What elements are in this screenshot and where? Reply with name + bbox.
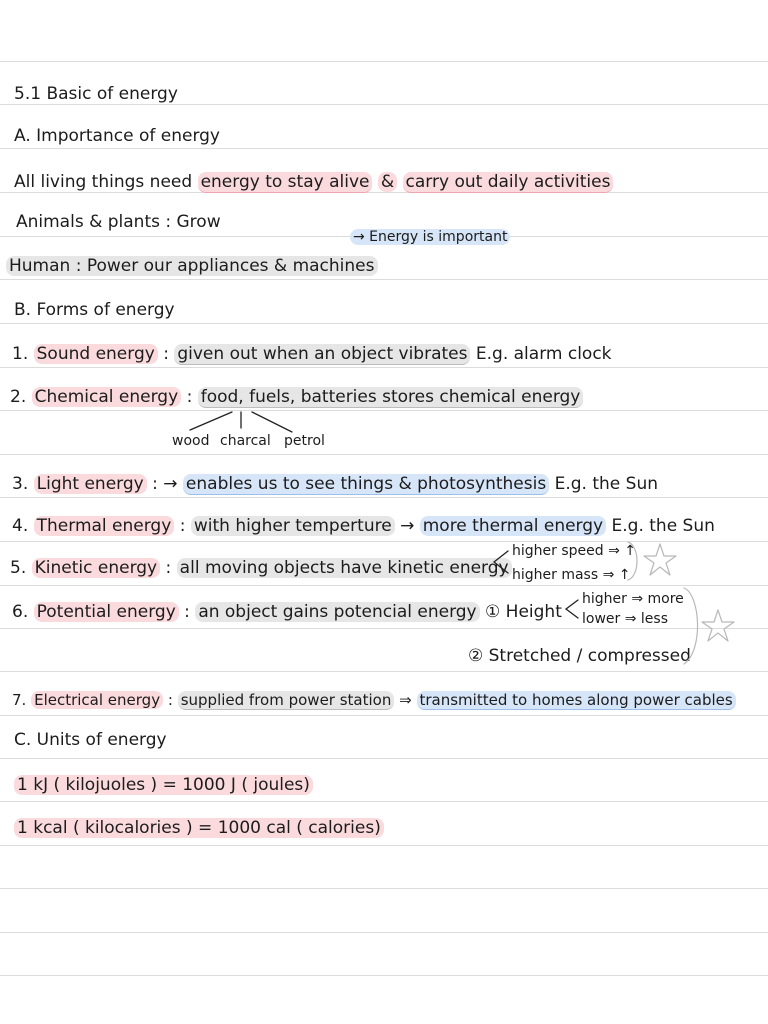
thermal-energy-desc2: more thermal energy: [420, 516, 606, 536]
ruled-line: [0, 367, 768, 368]
ruled-line: [0, 279, 768, 280]
kinetic-branch-speed: higher speed ⇒ ↑: [512, 543, 636, 559]
fuel-petrol: petrol: [284, 433, 325, 449]
sound-energy-label: Sound energy: [34, 344, 158, 364]
light-energy-example: E.g. the Sun: [554, 474, 658, 494]
unit-kcal-line: [14, 816, 384, 840]
electrical-energy-desc2: transmitted to homes along power cables: [417, 691, 736, 710]
potential-energy-line: [12, 600, 562, 624]
separator: :: [163, 344, 169, 364]
thermal-energy-line: [12, 514, 715, 538]
ruled-line: [0, 932, 768, 933]
kinetic-energy-line: [10, 556, 512, 580]
ruled-line: [0, 671, 768, 672]
ruled-line: [0, 975, 768, 976]
ruled-line: [0, 541, 768, 542]
ruled-line: [0, 323, 768, 324]
ruled-line: [0, 454, 768, 455]
item-number: 2.: [10, 387, 27, 407]
kinetic-branch-mass: higher mass ⇒ ↑: [512, 567, 631, 583]
electrical-energy-line: [12, 688, 736, 712]
separator: :: [186, 387, 193, 407]
potential-fork: [566, 600, 578, 618]
item-number: 7.: [12, 691, 27, 709]
section-b-heading: B. Forms of energy: [14, 300, 175, 320]
arrow: ⇒: [399, 691, 412, 709]
potential-energy-desc: an object gains potencial energy: [195, 602, 479, 622]
sound-energy-desc: given out when an object vibrates: [174, 344, 470, 365]
importance-line: [14, 170, 613, 194]
electrical-energy-desc1: supplied from power station: [178, 691, 395, 710]
separator: :: [179, 516, 186, 536]
ruled-line: [0, 585, 768, 586]
branch-line-wood: [190, 412, 232, 430]
light-energy-line: [12, 472, 658, 496]
potential-energy-label: Potential energy: [34, 602, 179, 622]
energy-important-text: → Energy is important: [350, 229, 510, 245]
thermal-energy-desc1: with higher temperture: [191, 516, 395, 536]
sound-energy-line: [12, 342, 612, 366]
page-title: 5.1 Basic of energy: [14, 84, 178, 104]
ruled-line: [0, 758, 768, 759]
sound-energy-example: E.g. alarm clock: [475, 344, 612, 364]
unit-kj-line: [14, 773, 313, 797]
separator: :: [165, 558, 172, 578]
section-a-heading: A. Importance of energy: [14, 126, 220, 146]
ruled-line: [0, 148, 768, 149]
chemical-energy-desc: food, fuels, batteries stores chemical energy: [198, 387, 584, 408]
ruled-line: [0, 61, 768, 62]
electrical-energy-label: Electrical energy: [31, 691, 163, 709]
ruled-line: [0, 715, 768, 716]
highlight-daily-activities: carry out daily activities: [403, 172, 614, 193]
star-icon: [702, 610, 734, 641]
light-energy-desc: enables us to see things & photosynthesis: [183, 474, 549, 495]
thermal-energy-example: E.g. the Sun: [611, 516, 715, 536]
highlight-stay-alive: energy to stay alive: [198, 172, 373, 193]
ruled-line: [0, 845, 768, 846]
separator: :: [167, 691, 173, 709]
item-number: 6.: [12, 602, 29, 622]
potential-branch-lower: lower ⇒ less: [582, 611, 668, 627]
condition-stretched: ② Stretched / compressed: [468, 646, 691, 666]
ruled-line: [0, 888, 768, 889]
animals-line: Animals & plants : Grow: [16, 212, 221, 232]
human-text: Human : Power our appliances & machines: [6, 256, 378, 276]
ampersand: &: [378, 172, 397, 192]
arrow: →: [400, 516, 415, 536]
chemical-energy-label: Chemical energy: [32, 387, 182, 407]
item-number: 1.: [12, 344, 29, 364]
condition-height: ① Height: [485, 602, 562, 622]
potential-branch-higher: higher ⇒ more: [582, 591, 684, 607]
human-line: [6, 254, 378, 278]
ruled-line: [0, 497, 768, 498]
fuel-wood: wood: [172, 433, 210, 449]
thermal-energy-label: Thermal energy: [34, 516, 175, 536]
ruled-line: [0, 628, 768, 629]
line-text: All living things need: [14, 172, 193, 192]
unit-kcal: 1 kcal ( kilocalories ) = 1000 cal ( calories): [14, 818, 384, 838]
section-c-heading: C. Units of energy: [14, 730, 167, 750]
kinetic-energy-desc: all moving objects have kinetic energy: [177, 558, 512, 578]
unit-kj: 1 kJ ( kilojuoles ) = 1000 J ( joules): [14, 775, 313, 795]
branch-line-petrol: [252, 412, 292, 432]
separator: : →: [152, 474, 178, 494]
item-number: 3.: [12, 474, 29, 494]
ruled-line: [0, 801, 768, 802]
separator: :: [184, 602, 190, 622]
fuel-charcal: charcal: [220, 433, 271, 449]
item-number: 4.: [12, 516, 29, 536]
ruled-line: [0, 410, 768, 411]
light-energy-label: Light energy: [34, 474, 147, 494]
chemical-energy-line: [10, 385, 583, 409]
star-icon: [644, 544, 676, 575]
energy-important-note: [350, 228, 510, 246]
kinetic-energy-label: Kinetic energy: [32, 558, 160, 578]
item-number: 5.: [10, 558, 27, 578]
